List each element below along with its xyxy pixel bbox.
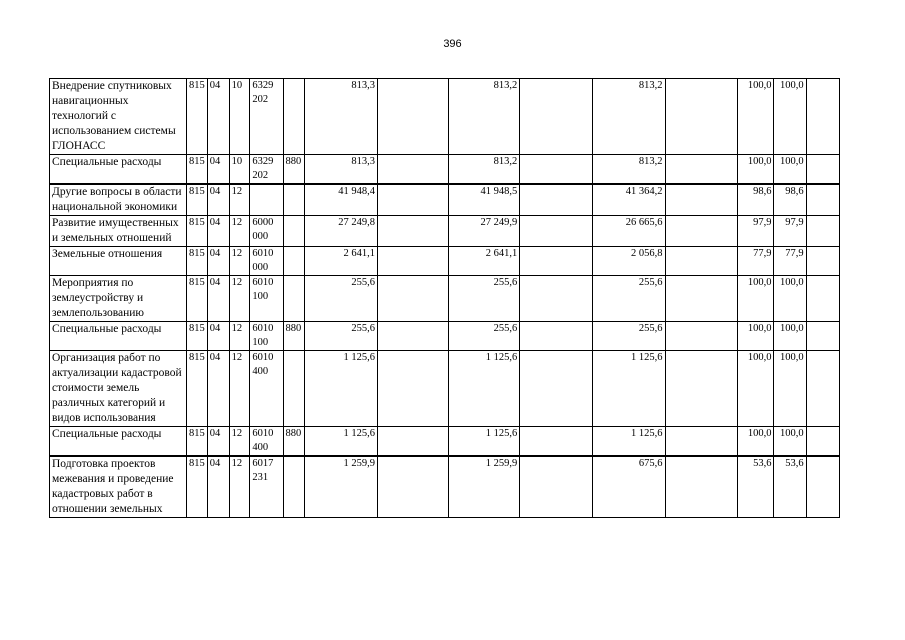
row-name: Развитие имущественных и земельных отношений xyxy=(50,216,187,247)
row-empty-cell xyxy=(665,155,738,185)
row-target-code: 6010 400 xyxy=(250,427,283,457)
row-empty-cell xyxy=(520,427,593,457)
row-empty-cell xyxy=(520,155,593,185)
row-refined-value: 255,6 xyxy=(448,322,520,351)
row-executed-value: 26 665,6 xyxy=(592,216,665,247)
row-plan-value: 27 249,8 xyxy=(305,216,378,247)
row-empty-cell xyxy=(520,184,593,216)
row-executed-value: 1 125,6 xyxy=(592,351,665,427)
row-section-code: 04 xyxy=(207,322,229,351)
row-type-code xyxy=(283,456,305,518)
row-empty-cell xyxy=(377,216,448,247)
row-target-code: 6010 000 xyxy=(250,247,283,276)
row-empty-cell xyxy=(665,276,738,322)
row-refined-value: 255,6 xyxy=(448,276,520,322)
row-refined-value: 27 249,9 xyxy=(448,216,520,247)
row-plan-value: 1 125,6 xyxy=(305,427,378,457)
row-pct-refined: 97,9 xyxy=(774,216,806,247)
row-pct-plan: 53,6 xyxy=(738,456,774,518)
row-empty-cell xyxy=(520,456,593,518)
row-refined-value: 1 125,6 xyxy=(448,351,520,427)
budget-table xyxy=(49,78,840,518)
row-target-code: 6329 202 xyxy=(250,79,283,155)
row-subsection-code: 12 xyxy=(229,247,250,276)
row-pct-plan: 100,0 xyxy=(738,427,774,457)
row-plan-value: 1 259,9 xyxy=(305,456,378,518)
row-empty-cell xyxy=(377,427,448,457)
row-empty-cell xyxy=(806,276,839,322)
row-pct-plan: 97,9 xyxy=(738,216,774,247)
row-subsection-code: 12 xyxy=(229,456,250,518)
row-plan-value: 1 125,6 xyxy=(305,351,378,427)
row-target-code xyxy=(250,184,283,216)
row-plan-value: 255,6 xyxy=(305,276,378,322)
row-empty-cell xyxy=(377,247,448,276)
row-plan-value: 813,3 xyxy=(305,79,378,155)
row-executed-value: 255,6 xyxy=(592,276,665,322)
row-subsection-code: 12 xyxy=(229,276,250,322)
row-empty-cell xyxy=(377,456,448,518)
row-pct-refined: 100,0 xyxy=(774,322,806,351)
row-section-code: 04 xyxy=(207,216,229,247)
row-type-code xyxy=(283,351,305,427)
row-admin-code: 815 xyxy=(187,456,208,518)
row-empty-cell xyxy=(520,216,593,247)
row-type-code xyxy=(283,79,305,155)
row-empty-cell xyxy=(806,184,839,216)
row-executed-value: 1 125,6 xyxy=(592,427,665,457)
row-admin-code: 815 xyxy=(187,276,208,322)
row-empty-cell xyxy=(665,184,738,216)
row-admin-code: 815 xyxy=(187,155,208,185)
row-empty-cell xyxy=(806,427,839,457)
row-refined-value: 1 125,6 xyxy=(448,427,520,457)
row-type-code: 880 xyxy=(283,427,305,457)
row-empty-cell xyxy=(520,351,593,427)
row-pct-plan: 100,0 xyxy=(738,276,774,322)
row-empty-cell xyxy=(806,79,839,155)
row-plan-value: 255,6 xyxy=(305,322,378,351)
row-section-code: 04 xyxy=(207,155,229,185)
row-admin-code: 815 xyxy=(187,79,208,155)
row-pct-refined: 100,0 xyxy=(774,351,806,427)
row-empty-cell xyxy=(806,456,839,518)
row-refined-value: 813,2 xyxy=(448,79,520,155)
row-empty-cell xyxy=(520,247,593,276)
row-subsection-code: 10 xyxy=(229,79,250,155)
row-executed-value: 813,2 xyxy=(592,79,665,155)
row-pct-refined: 100,0 xyxy=(774,276,806,322)
row-type-code: 880 xyxy=(283,322,305,351)
row-executed-value: 2 056,8 xyxy=(592,247,665,276)
row-type-code: 880 xyxy=(283,155,305,185)
row-name: Организация работ по актуализации кадастровой стоимости земель различных категорий и видов использования xyxy=(50,351,187,427)
row-pct-plan: 77,9 xyxy=(738,247,774,276)
row-pct-refined: 98,6 xyxy=(774,184,806,216)
row-empty-cell xyxy=(806,322,839,351)
row-target-code: 6000 000 xyxy=(250,216,283,247)
row-refined-value: 813,2 xyxy=(448,155,520,185)
row-admin-code: 815 xyxy=(187,184,208,216)
row-section-code: 04 xyxy=(207,276,229,322)
row-target-code: 6010 100 xyxy=(250,276,283,322)
row-section-code: 04 xyxy=(207,247,229,276)
row-empty-cell xyxy=(665,351,738,427)
row-target-code: 6010 100 xyxy=(250,322,283,351)
row-empty-cell xyxy=(665,322,738,351)
row-refined-value: 41 948,5 xyxy=(448,184,520,216)
row-name: Земельные отношения xyxy=(50,247,187,276)
row-refined-value: 1 259,9 xyxy=(448,456,520,518)
table-row xyxy=(50,155,840,185)
table-row xyxy=(50,276,840,322)
row-target-code: 6329 202 xyxy=(250,155,283,185)
table-row xyxy=(50,322,840,351)
row-empty-cell xyxy=(520,322,593,351)
row-name: Подготовка проектов межевания и проведение кадастровых работ в отношении земельных xyxy=(50,456,187,518)
row-executed-value: 41 364,2 xyxy=(592,184,665,216)
table-row xyxy=(50,247,840,276)
table-row xyxy=(50,216,840,247)
row-empty-cell xyxy=(377,79,448,155)
row-admin-code: 815 xyxy=(187,247,208,276)
row-empty-cell xyxy=(806,247,839,276)
row-pct-plan: 100,0 xyxy=(738,79,774,155)
row-empty-cell xyxy=(665,247,738,276)
row-empty-cell xyxy=(377,184,448,216)
row-empty-cell xyxy=(520,276,593,322)
row-pct-refined: 100,0 xyxy=(774,427,806,457)
row-empty-cell xyxy=(377,351,448,427)
row-pct-refined: 53,6 xyxy=(774,456,806,518)
row-empty-cell xyxy=(377,155,448,185)
row-pct-plan: 100,0 xyxy=(738,351,774,427)
row-name: Специальные расходы xyxy=(50,322,187,351)
row-plan-value: 41 948,4 xyxy=(305,184,378,216)
row-subsection-code: 10 xyxy=(229,155,250,185)
page-number: 396 xyxy=(443,38,462,50)
row-plan-value: 2 641,1 xyxy=(305,247,378,276)
row-admin-code: 815 xyxy=(187,427,208,457)
row-empty-cell xyxy=(665,216,738,247)
row-plan-value: 813,3 xyxy=(305,155,378,185)
row-subsection-code: 12 xyxy=(229,184,250,216)
row-section-code: 04 xyxy=(207,79,229,155)
row-target-code: 6017 231 xyxy=(250,456,283,518)
table-row xyxy=(50,184,840,216)
row-name: Мероприятия по землеустройству и землепользованию xyxy=(50,276,187,322)
row-type-code xyxy=(283,276,305,322)
table-row xyxy=(50,456,840,518)
row-section-code: 04 xyxy=(207,184,229,216)
row-refined-value: 2 641,1 xyxy=(448,247,520,276)
row-pct-plan: 100,0 xyxy=(738,155,774,185)
row-pct-plan: 98,6 xyxy=(738,184,774,216)
row-name: Специальные расходы xyxy=(50,427,187,457)
row-subsection-code: 12 xyxy=(229,427,250,457)
row-pct-plan: 100,0 xyxy=(738,322,774,351)
row-empty-cell xyxy=(377,276,448,322)
row-subsection-code: 12 xyxy=(229,351,250,427)
row-executed-value: 255,6 xyxy=(592,322,665,351)
row-section-code: 04 xyxy=(207,456,229,518)
row-type-code xyxy=(283,184,305,216)
table-row xyxy=(50,351,840,427)
row-subsection-code: 12 xyxy=(229,322,250,351)
row-type-code xyxy=(283,247,305,276)
row-name: Внедрение спутниковых навигационных технологий с использованием системы ГЛОНАСС xyxy=(50,79,187,155)
row-empty-cell xyxy=(806,155,839,185)
row-section-code: 04 xyxy=(207,427,229,457)
row-empty-cell xyxy=(377,322,448,351)
row-admin-code: 815 xyxy=(187,351,208,427)
row-admin-code: 815 xyxy=(187,216,208,247)
table-row xyxy=(50,79,840,155)
row-target-code: 6010 400 xyxy=(250,351,283,427)
row-pct-refined: 77,9 xyxy=(774,247,806,276)
row-empty-cell xyxy=(520,79,593,155)
row-empty-cell xyxy=(665,456,738,518)
row-empty-cell xyxy=(665,427,738,457)
row-empty-cell xyxy=(806,216,839,247)
row-section-code: 04 xyxy=(207,351,229,427)
row-pct-refined: 100,0 xyxy=(774,79,806,155)
row-empty-cell xyxy=(665,79,738,155)
row-type-code xyxy=(283,216,305,247)
row-empty-cell xyxy=(806,351,839,427)
row-executed-value: 675,6 xyxy=(592,456,665,518)
row-name: Другие вопросы в области национальной экономики xyxy=(50,184,187,216)
row-admin-code: 815 xyxy=(187,322,208,351)
row-name: Специальные расходы xyxy=(50,155,187,185)
row-pct-refined: 100,0 xyxy=(774,155,806,185)
table-row xyxy=(50,427,840,457)
row-executed-value: 813,2 xyxy=(592,155,665,185)
row-subsection-code: 12 xyxy=(229,216,250,247)
